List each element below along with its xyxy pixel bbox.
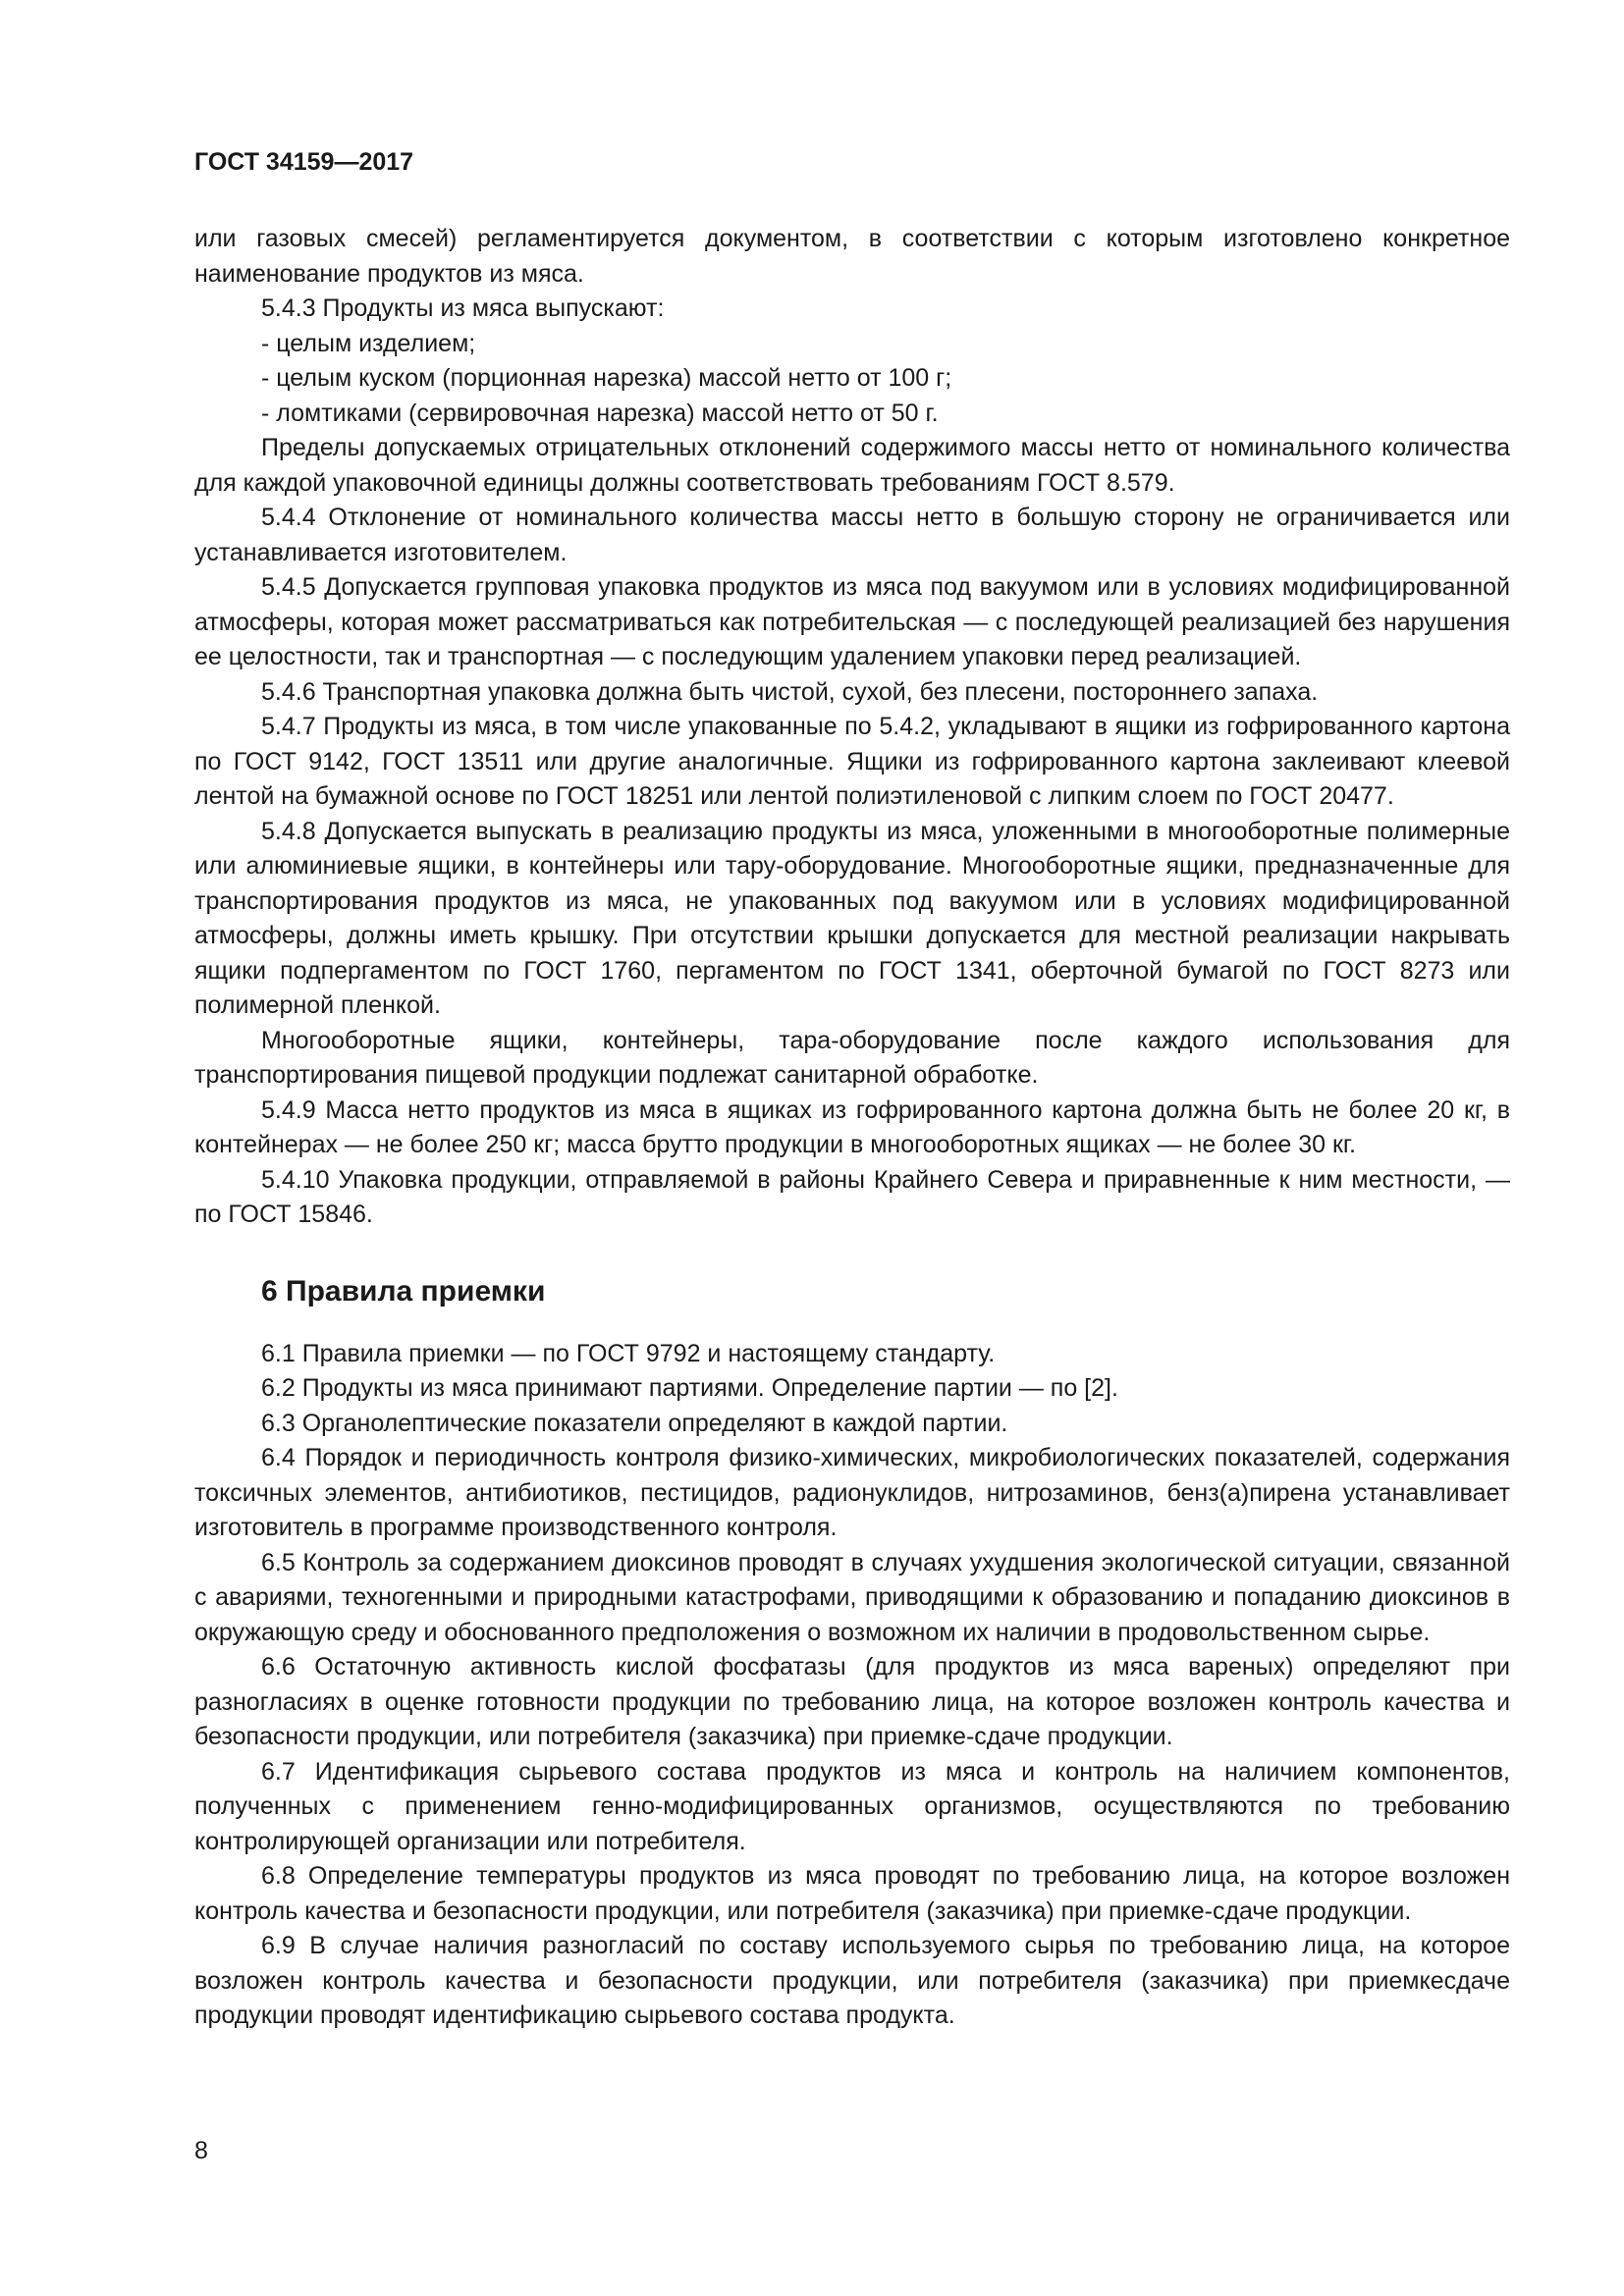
paragraph-6-1: 6.1 Правила приемки — по ГОСТ 9792 и настоящему стандарту. xyxy=(261,1339,996,1367)
list-item: - целым изделием; xyxy=(261,329,476,357)
paragraph-5-4-8: 5.4.8 Допускается выпускать в реализацию продукты из мяса, уложенными в многооборотные полимерные или алюминиевые ящики, в контейнеры или тару-оборудование. Многооборотные ящики, предназначенные для транспортирования продуктов из мяса, не упакованных под вакуумом или в условиях модифицированной атмосферы, должны иметь крышку. При отсутствии крышки допускается для местной реализации накрывать ящики подпергаментом по ГОСТ 1760, пергаментом по ГОСТ 1341, оберточной бумагой по ГОСТ 8273 или полимерной пленкой. xyxy=(194,817,1510,1019)
paragraph-5-4-9: 5.4.9 Масса нетто продуктов из мяса в ящиках из гофрированного картона должна быть не более 20 кг, в контейнерах — не более 250 кг; масса брутто продукции в многооборотных ящиках — не более 30 кг. xyxy=(194,1095,1510,1158)
paragraph-5-4-10: 5.4.10 Упаковка продукции, отправляемой в районы Крайнего Севера и приравненные к ним местности, — по ГОСТ 15846. xyxy=(194,1165,1510,1228)
section-heading-acceptance-rules: 6 Правила приемки xyxy=(261,1274,546,1308)
paragraph-reusable-boxes: Многооборотные ящики, контейнеры, тара-оборудование после каждого использования для транспортирования пищевой продукции подлежат санитарной обработке. xyxy=(194,1026,1510,1089)
paragraph-5-4-6: 5.4.6 Транспортная упаковка должна быть чистой, сухой, без плесени, постороннего запаха. xyxy=(261,677,1319,706)
document-header: ГОСТ 34159—2017 xyxy=(194,148,414,176)
paragraph-5-4-3: 5.4.3 Продукты из мяса выпускают: xyxy=(261,294,665,322)
list-item: - целым куском (порционная нарезка) массой нетто от 100 г; xyxy=(261,364,952,392)
paragraph-6-2: 6.2 Продукты из мяса принимают партиями. Определение партии — по [2]. xyxy=(261,1374,1118,1402)
paragraph-6-9: 6.9 В случае наличия разногласий по составу используемого сырья по требованию лица, на которое возложен контроль качества и безопасности продукции, или потребителя (заказчика) при приемкесдаче продукции проводят идентификацию сырьевого состава продукта. xyxy=(194,1932,1510,2029)
paragraph-5-4-4: 5.4.4 Отклонение от номинального количества массы нетто в большую сторону не ограничивается или устанавливается изготовителем. xyxy=(194,504,1510,566)
paragraph-5-4-7: 5.4.7 Продукты из мяса, в том числе упакованные по 5.4.2, укладывают в ящики из гофрированного картона по ГОСТ 9142, ГОСТ 13511 или другие аналогичные. Ящики из гофрированного картона заклеивают клеевой лентой на бумажной основе по ГОСТ 18251 или лентой полиэтиленовой с липким слоем по ГОСТ 20477. xyxy=(194,713,1510,810)
paragraph-6-6: 6.6 Остаточную активность кислой фосфатазы (для продуктов из мяса вареных) определяют при разногласиях в оценке готовности продукции по требованию лица, на которое возложен контроль качества и безопасности продукции, или потребителя (заказчика) при приемке-сдаче продукции. xyxy=(194,1653,1510,1750)
document-page xyxy=(194,147,1510,2034)
page-number: 8 xyxy=(194,2137,208,2164)
paragraph-6-8: 6.8 Определение температуры продуктов из мяса проводят по требованию лица, на которое возложен контроль качества и безопасности продукции, или потребителя (заказчика) при приемке-сдаче продукции. xyxy=(194,1862,1510,1925)
paragraph-6-4: 6.4 Порядок и периодичность контроля физико-химических, микробиологических показателей, содержания токсичных элементов, антибиотиков, пестицидов, радионуклидов, нитрозаминов, бенз(а)пирена устанавливает изготовитель в программе производственного контроля. xyxy=(194,1444,1510,1541)
paragraph-6-7: 6.7 Идентификация сырьевого состава продуктов из мяса и контроль на наличием компонентов, полученных с применением генно-модифицированных организмов, осуществляются по требованию контролирующей организации или потребителя. xyxy=(194,1757,1510,1855)
paragraph-6-3: 6.3 Органолептические показатели определяют в каждой партии. xyxy=(261,1409,1008,1437)
paragraph-continuation: или газовых смесей) регламентируется документом, в соответствии с которым изготовлено конкретное наименование продуктов из мяса. xyxy=(194,225,1510,288)
paragraph-limits: Пределы допускаемых отрицательных отклонений содержимого массы нетто от номинального количества для каждой упаковочной единицы должны соответствовать требованиям ГОСТ 8.579. xyxy=(194,434,1510,497)
list-item: - ломтиками (сервировочная нарезка) массой нетто от 50 г. xyxy=(261,399,939,427)
paragraph-5-4-5: 5.4.5 Допускается групповая упаковка продуктов из мяса под вакуумом или в условиях модифицированной атмосферы, которая может рассматриваться как потребительская — с последующей реализацией без нарушения ее целостности, так и транспортная — с последующим удалением упаковки перед реализацией. xyxy=(194,573,1510,670)
paragraph-6-5: 6.5 Контроль за содержанием диоксинов проводят в случаях ухудшения экологической ситуации, связанной с авариями, техногенными и природными катастрофами, приводящими к образованию и попаданию диоксинов в окружающую среду и обоснованного предположения о возможном их наличии в продовольственном сырье. xyxy=(194,1548,1510,1646)
